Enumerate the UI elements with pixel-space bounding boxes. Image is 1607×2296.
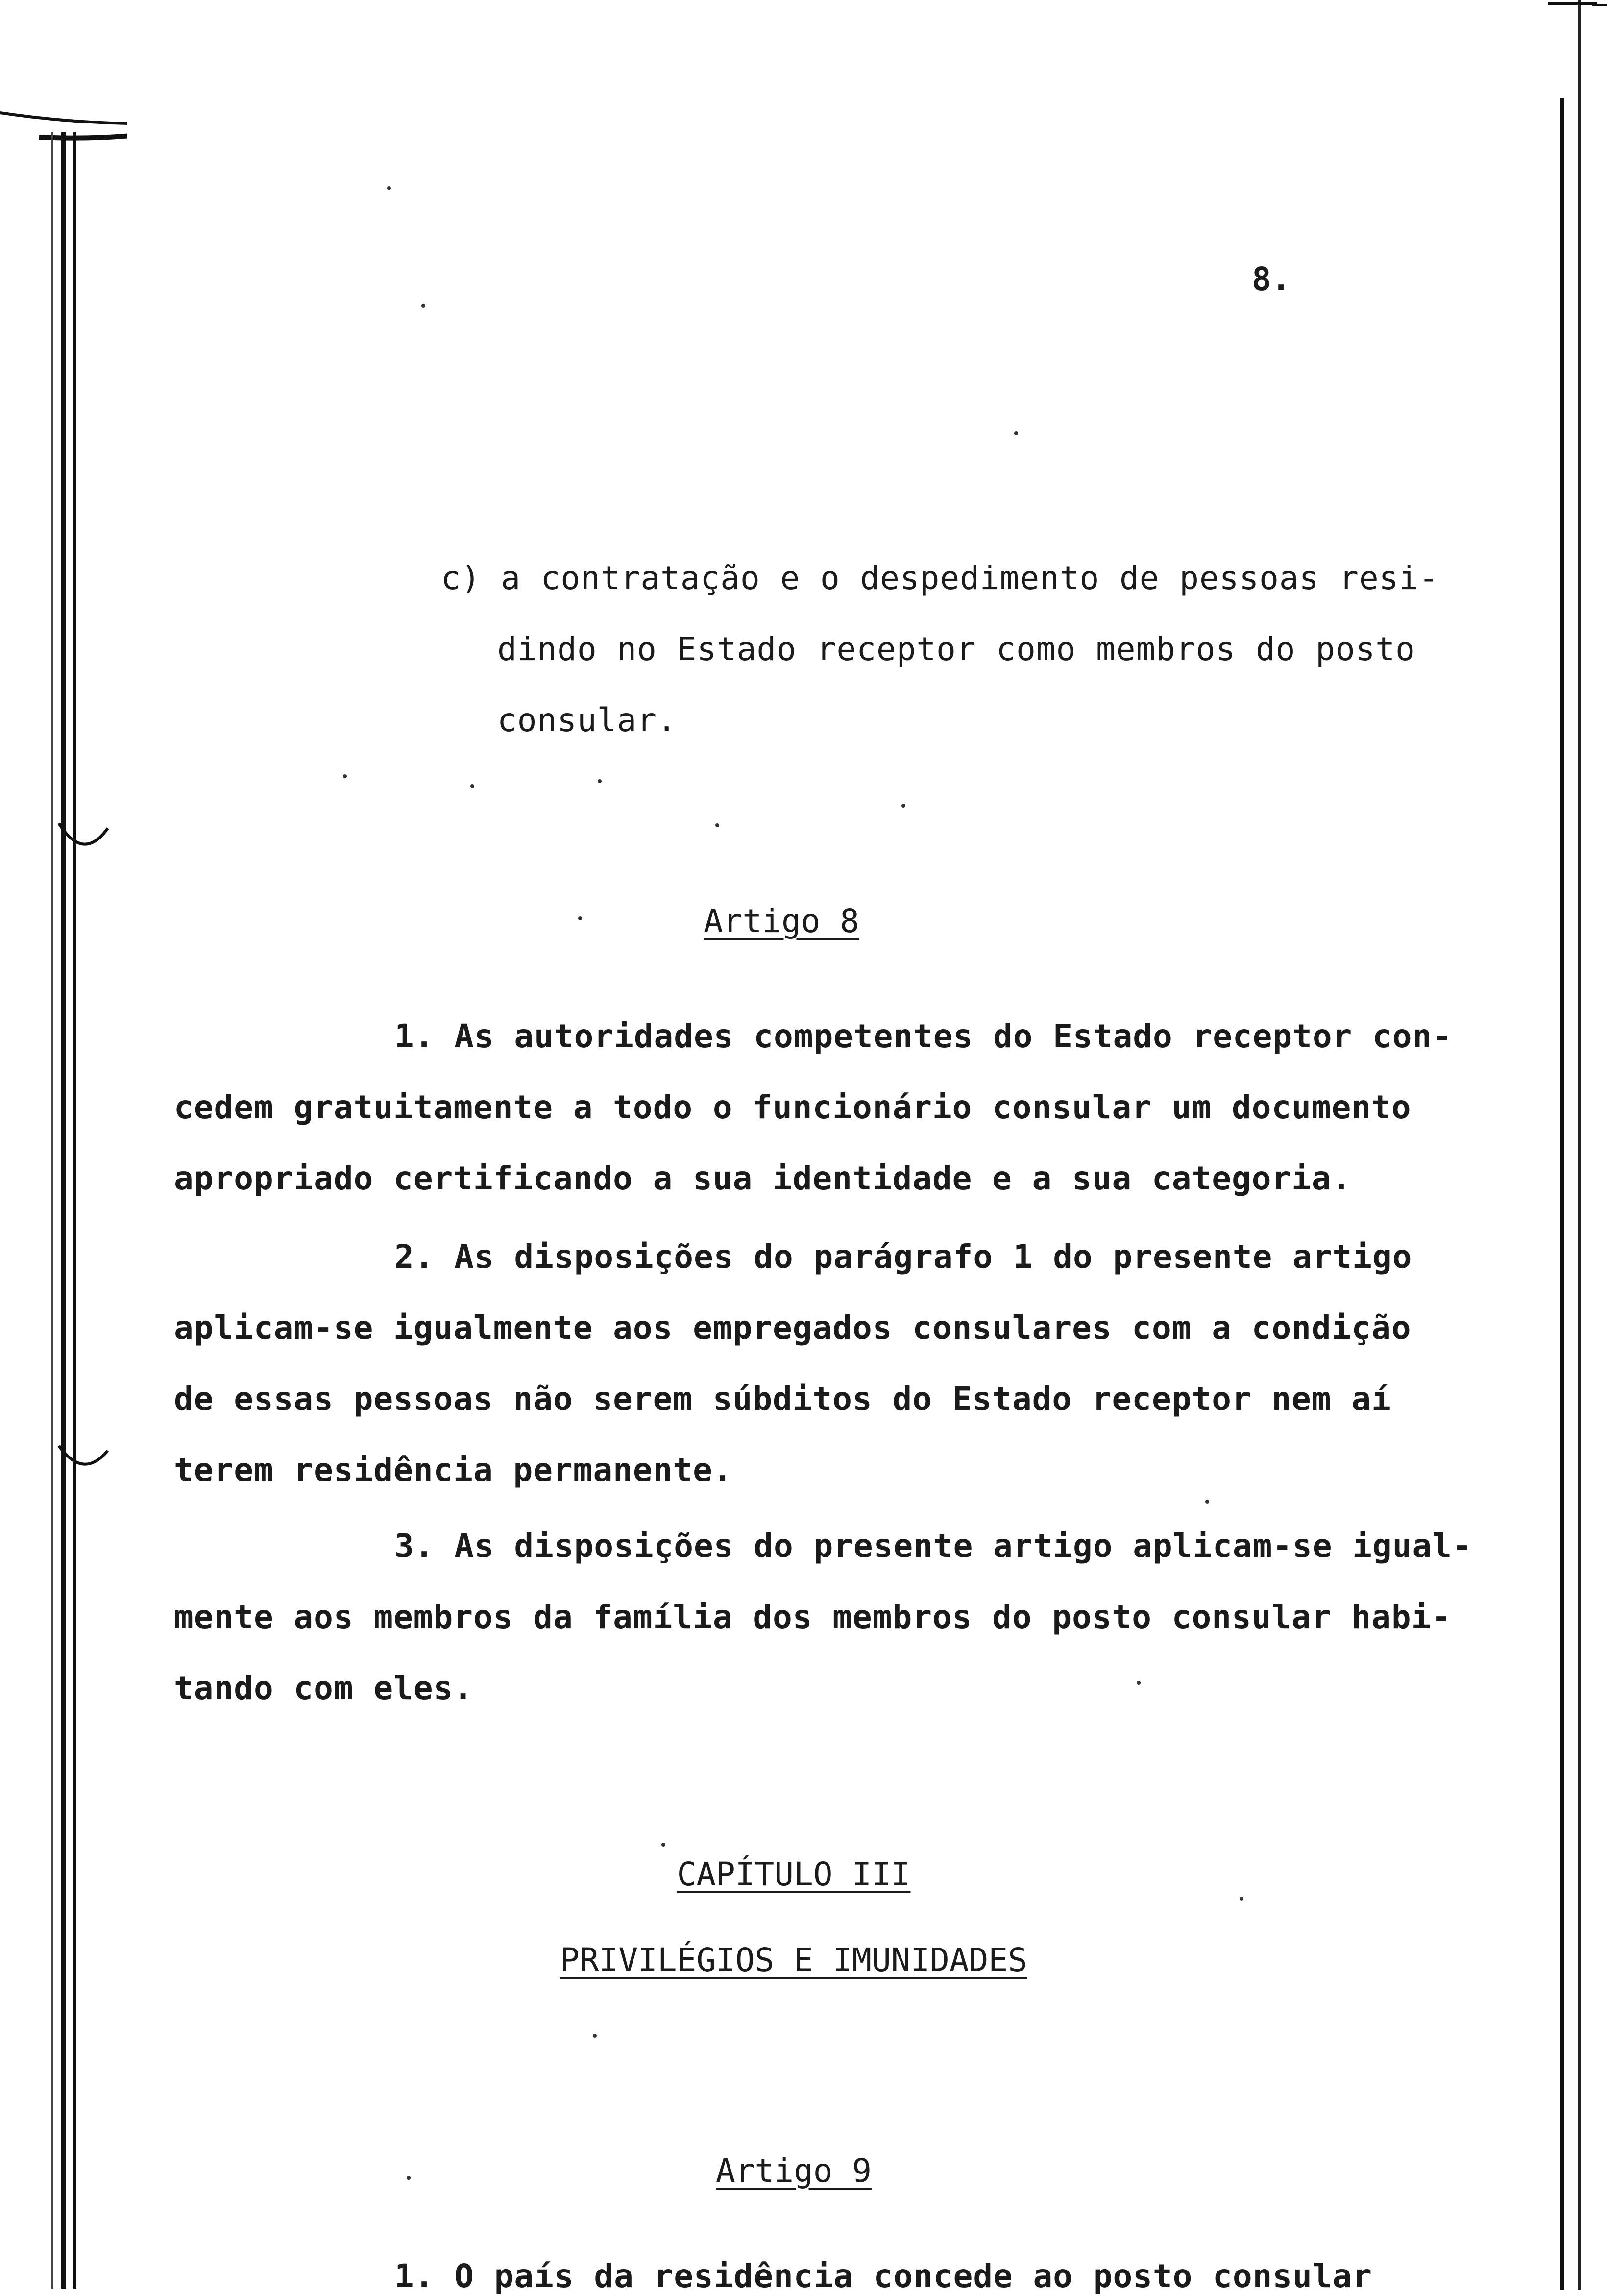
artigo-8-para-2-line-4: terem residência permanente. <box>174 1451 733 1489</box>
chapter-heading: CAPÍTULO III <box>677 1855 911 1893</box>
artigo-8-para-2-line-2: aplicam-se igualmente aos empregados consulares com a condição <box>174 1309 1412 1347</box>
binding-edge-left <box>0 0 127 2290</box>
artigo-8-heading: Artigo 8 <box>704 902 859 940</box>
artigo-8-para-3-line-3: tando com eles. <box>174 1669 474 1707</box>
item-c-line-1: c) a contratação e o despedimento de pessoas resi- <box>441 559 1439 597</box>
artigo-8-para-2-line-3: de essas pessoas não serem súbditos do Estado receptor nem aí <box>174 1380 1391 1418</box>
artigo-8-para-1-line-2: cedem gratuitamente a todo o funcionário consular um documento <box>174 1088 1412 1126</box>
artigo-9-heading: Artigo 9 <box>716 2152 872 2190</box>
binding-edge-right <box>1548 0 1607 2290</box>
item-c-line-2: dindo no Estado receptor como membros do posto <box>497 630 1415 668</box>
artigo-8-para-2-line-1: 2. As disposições do parágrafo 1 do presente artigo <box>394 1238 1412 1276</box>
chapter-subheading: PRIVILÉGIOS E IMUNIDADES <box>560 1941 1027 1979</box>
artigo-8-para-3-line-1: 3. As disposições do presente artigo aplicam-se igual- <box>394 1527 1472 1565</box>
artigo-8-para-1-line-3: apropriado certificando a sua identidade e a sua categoria. <box>174 1160 1352 1197</box>
artigo-9-para-1-line-1: 1. O país da residência concede ao posto consular <box>394 2257 1373 2295</box>
item-c-line-3: consular. <box>497 701 677 739</box>
artigo-8-para-3-line-2: mente aos membros da família dos membros do posto consular habi- <box>174 1598 1452 1636</box>
artigo-8-para-1-line-1: 1. As autoridades competentes do Estado receptor con- <box>394 1017 1452 1055</box>
page-number: 8. <box>1252 260 1291 298</box>
